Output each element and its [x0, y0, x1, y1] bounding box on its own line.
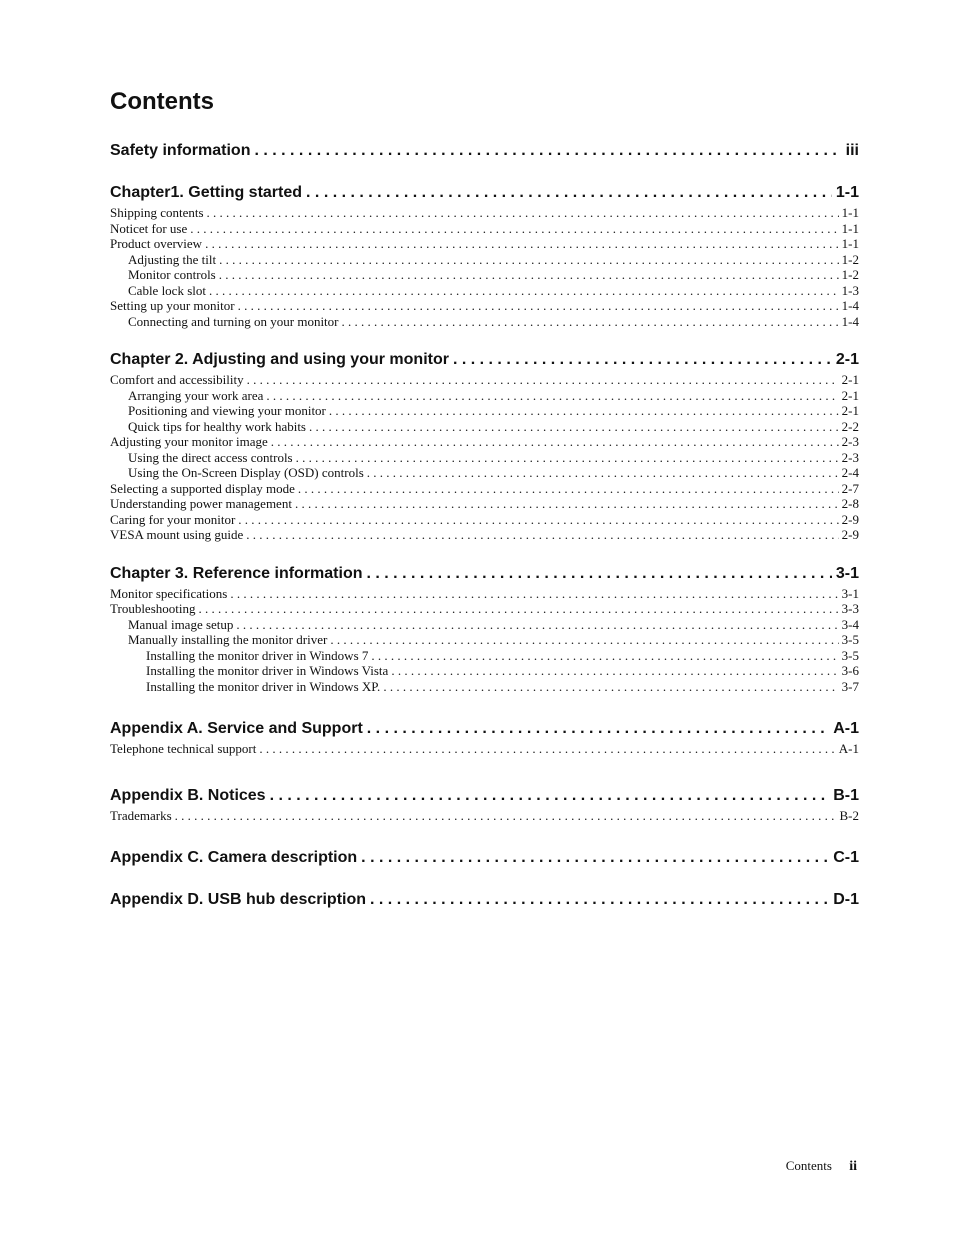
dot-leader: [254, 140, 841, 162]
toc-entry[interactable]: [110, 648, 859, 664]
toc-entry[interactable]: [110, 419, 859, 435]
toc-entry-label: Understanding power management: [110, 496, 292, 511]
toc-entry-label: Shipping contents: [110, 205, 204, 220]
toc-entry-page: 3-3: [841, 601, 859, 616]
toc-entry-page: 1-4: [841, 298, 859, 313]
dot-leader: [367, 465, 839, 481]
toc-entry[interactable]: [110, 663, 859, 679]
toc-entry-label: Adjusting your monitor image: [110, 434, 268, 449]
dot-leader: [383, 679, 838, 695]
toc-entry-page: 1-2: [841, 267, 859, 282]
toc-heading-page: 2-1: [835, 351, 859, 368]
toc-entry-page: 3-4: [841, 616, 859, 632]
dot-leader: [246, 527, 838, 543]
toc-entry-page: 3-5: [841, 632, 859, 647]
toc-section: [110, 563, 859, 695]
footer-page-number: ii: [849, 1159, 857, 1174]
toc-entry[interactable]: [110, 632, 859, 648]
toc-section: [110, 349, 859, 543]
toc-heading-label: Appendix B. Notices: [110, 786, 266, 804]
toc-heading[interactable]: [110, 889, 859, 911]
toc-entry[interactable]: [110, 465, 859, 481]
toc-entry[interactable]: [110, 586, 859, 602]
toc-heading-label: Chapter1. Getting started: [110, 184, 303, 201]
dot-leader: [175, 808, 837, 824]
toc-heading[interactable]: [110, 349, 859, 371]
toc-entry-page: 1-1: [841, 205, 859, 220]
toc-section: [110, 889, 859, 911]
toc-entry-page: 1-4: [841, 313, 859, 329]
dot-leader: [391, 663, 838, 679]
dot-leader: [238, 298, 839, 314]
toc-entry-label: Trademarks: [110, 807, 172, 823]
toc-entry-label: Installing the monitor driver in Windows XP.: [146, 678, 381, 694]
toc-entry[interactable]: [110, 372, 859, 388]
toc-entry-label: Installing the monitor driver in Windows Vista: [146, 663, 389, 678]
dot-leader: [342, 314, 839, 330]
toc-heading-page: A-1: [833, 720, 859, 737]
toc-heading[interactable]: [110, 182, 859, 204]
toc-entry-label: Arranging your work area: [128, 387, 264, 403]
toc-heading-label: Chapter 3. Reference information: [110, 564, 363, 582]
toc-entry[interactable]: [110, 434, 859, 450]
toc-entry-page: 2-4: [841, 465, 859, 480]
toc-entry[interactable]: [110, 617, 859, 633]
toc-entry-label: VESA mount using guide: [110, 527, 244, 542]
toc-entry[interactable]: [110, 450, 859, 466]
toc-entry[interactable]: [110, 252, 859, 268]
toc-entry[interactable]: [110, 314, 859, 330]
toc-entry-label: Installing the monitor driver in Windows 7: [146, 647, 369, 663]
toc-heading-page: 3-1: [835, 564, 859, 582]
toc-entry-page: 3-7: [841, 678, 859, 694]
dot-leader: [238, 512, 838, 528]
toc-section: [110, 785, 859, 824]
toc-heading-label: Chapter 2. Adjusting and using your monitor: [110, 351, 449, 368]
page-footer: [786, 1157, 857, 1176]
toc-entry-page: 2-9: [841, 511, 859, 527]
dot-leader: [361, 847, 829, 869]
dot-leader: [247, 372, 839, 388]
toc-entry[interactable]: [110, 527, 859, 543]
toc-section: [110, 140, 859, 162]
dot-leader: [271, 434, 839, 450]
toc-entry-label: Selecting a supported display mode: [110, 480, 295, 496]
toc-entry[interactable]: [110, 481, 859, 497]
dot-leader: [306, 182, 832, 204]
toc-entry-label: Connecting and turning on your monitor: [128, 313, 339, 329]
toc-entry-label: Manually installing the monitor driver: [128, 632, 328, 647]
dot-leader: [230, 586, 838, 602]
toc-entry-label: Manual image setup: [128, 616, 234, 632]
toc-entry-page: 1-1: [841, 220, 859, 236]
dot-leader: [296, 450, 839, 466]
toc-entry[interactable]: [110, 512, 859, 528]
toc-entry[interactable]: [110, 221, 859, 237]
dot-leader: [236, 617, 838, 633]
toc-entry-page: 2-2: [841, 418, 859, 434]
toc-entry-label: Monitor controls: [128, 267, 216, 282]
dot-leader: [367, 718, 829, 740]
toc-entry[interactable]: [110, 808, 859, 824]
dot-leader: [371, 648, 838, 664]
toc-entry-page: 1-1: [841, 236, 859, 251]
dot-leader: [219, 252, 839, 268]
toc-entry-page: 2-1: [841, 403, 859, 418]
toc-entry-page: 3-6: [841, 663, 859, 678]
toc-heading-page: iii: [845, 142, 859, 159]
dot-leader: [329, 403, 839, 419]
toc-heading[interactable]: [110, 563, 859, 585]
toc-entry[interactable]: [110, 388, 859, 404]
toc-heading[interactable]: [110, 718, 859, 740]
table-of-contents: [110, 140, 859, 911]
toc-entry-page: 1-3: [841, 282, 859, 298]
toc-entry[interactable]: [110, 205, 859, 221]
dot-leader: [219, 267, 839, 283]
toc-entry-page: 3-1: [841, 585, 859, 601]
page-title: Contents: [110, 88, 214, 115]
toc-heading-label: Appendix C. Camera description: [110, 849, 358, 866]
dot-leader: [259, 741, 835, 757]
dot-leader: [370, 889, 829, 911]
dot-leader: [309, 419, 839, 435]
toc-section: [110, 182, 859, 329]
toc-entry-page: 2-9: [841, 527, 859, 542]
toc-entry-label: Monitor specifications: [110, 585, 228, 601]
toc-heading-page: 1-1: [835, 184, 859, 201]
toc-entry-label: Cable lock slot: [128, 282, 206, 298]
dot-leader: [453, 349, 832, 371]
toc-entry-label: Setting up your monitor: [110, 298, 235, 313]
toc-entry-label: Using the direct access controls: [128, 449, 293, 465]
toc-entry-page: 2-1: [841, 372, 859, 387]
toc-entry-page: A-1: [838, 741, 859, 756]
toc-entry-label: Adjusting the tilt: [128, 251, 217, 267]
toc-entry-page: 2-7: [841, 480, 859, 496]
toc-heading-label: Appendix D. USB hub description: [110, 891, 367, 908]
toc-entry[interactable]: [110, 741, 859, 757]
toc-entry-page: 3-5: [841, 647, 859, 663]
toc-entry[interactable]: [110, 679, 859, 695]
toc-heading[interactable]: [110, 847, 859, 869]
dot-leader: [198, 601, 838, 617]
dot-leader: [298, 481, 839, 497]
toc-entry[interactable]: [110, 236, 859, 252]
toc-entry[interactable]: [110, 267, 859, 283]
toc-entry-page: 1-2: [841, 251, 859, 267]
dot-leader: [367, 563, 832, 585]
toc-entry[interactable]: [110, 403, 859, 419]
dot-leader: [266, 388, 838, 404]
toc-entry-label: Using the On-Screen Display (OSD) controls: [128, 465, 364, 480]
toc-entry-page: B-2: [839, 807, 859, 823]
toc-entry-label: Comfort and accessibility: [110, 372, 244, 387]
toc-heading[interactable]: [110, 140, 859, 162]
dot-leader: [207, 205, 839, 221]
dot-leader: [330, 632, 838, 648]
toc-entry[interactable]: [110, 283, 859, 299]
toc-entry[interactable]: [110, 496, 859, 512]
toc-heading-page: B-1: [833, 786, 859, 804]
footer-label: Contents: [785, 1158, 832, 1173]
toc-entry-label: Product overview: [110, 236, 203, 251]
toc-entry-page: 2-1: [841, 387, 859, 403]
dot-leader: [190, 221, 838, 237]
toc-section: [110, 847, 859, 869]
toc-entry-page: 2-8: [841, 496, 859, 511]
toc-entry-label: Positioning and viewing your monitor: [128, 403, 326, 418]
toc-entry-page: 2-3: [841, 434, 859, 449]
toc-entry[interactable]: [110, 601, 859, 617]
toc-entry-label: Noticet for use: [110, 220, 188, 236]
toc-heading-page: C-1: [833, 849, 859, 866]
toc-entry-label: Telephone technical support: [110, 741, 257, 756]
dot-leader: [205, 236, 839, 252]
toc-heading-label: Appendix A. Service and Support: [110, 720, 363, 737]
dot-leader: [209, 283, 839, 299]
toc-entry-label: Caring for your monitor: [110, 511, 236, 527]
toc-heading[interactable]: [110, 785, 859, 807]
toc-entry[interactable]: [110, 298, 859, 314]
toc-entry-label: Quick tips for healthy work habits: [128, 418, 306, 434]
dot-leader: [295, 496, 839, 512]
toc-heading-page: D-1: [833, 891, 859, 908]
toc-entry-label: Troubleshooting: [110, 601, 196, 616]
toc-section: [110, 718, 859, 757]
toc-entry-page: 2-3: [841, 449, 859, 465]
dot-leader: [270, 785, 830, 807]
toc-heading-label: Safety information: [110, 142, 251, 159]
